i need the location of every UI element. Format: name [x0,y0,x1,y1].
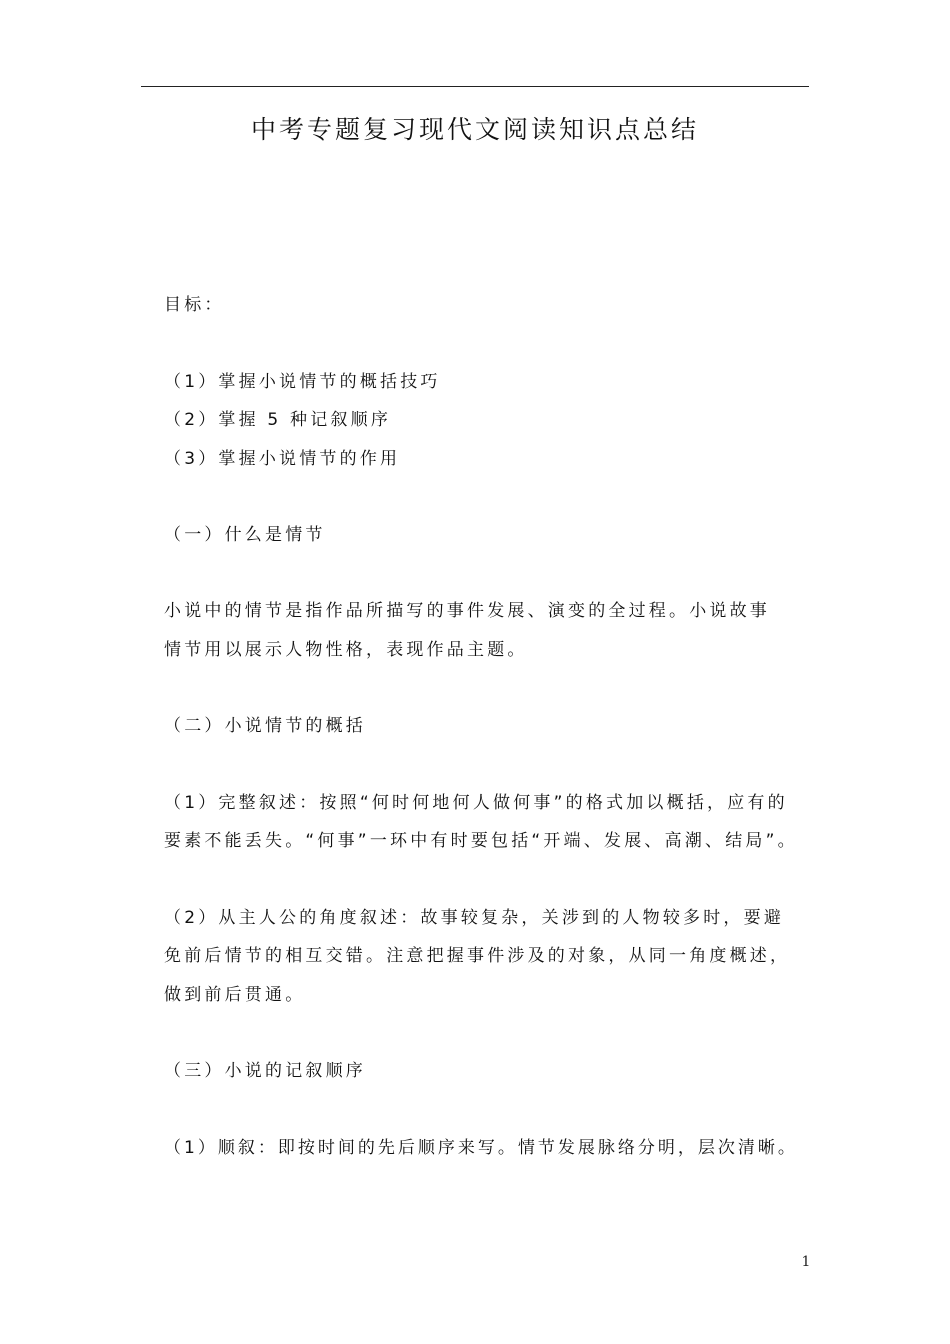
section-heading: （一）什么是情节 [164,525,326,545]
paragraph-line: （1）顺叙：即按时间的先后顺序来写。情节发展脉络分明，层次清晰。 [164,1138,798,1158]
objective-item: （1）掌握小说情节的概括技巧 [164,372,441,392]
section-heading: （二）小说情节的概括 [164,716,366,736]
objective-item: （2）掌握 5 种记叙顺序 [164,410,392,430]
paragraph-line: （2）从主人公的角度叙述：故事较复杂，关涉到的人物较多时，要避 [164,908,785,928]
paragraph-line: 情节用以展示人物性格，表现作品主题。 [164,640,528,660]
document-title: 中考专题复习现代文阅读知识点总结 [250,115,699,144]
paragraph-line: 小说中的情节是指作品所描写的事件发展、演变的全过程。小说故事 [164,601,770,621]
section-heading: （三）小说的记叙顺序 [164,1061,366,1081]
objectives-heading: 目标： [164,295,225,315]
paragraph-line: 免前后情节的相互交错。注意把握事件涉及的对象，从同一角度概述， [164,946,791,966]
paragraph-line: 要素不能丢失。“何事”一环中有时要包括“开端、发展、高潮、结局”。 [164,831,798,851]
paragraph-line: 做到前后贯通。 [164,985,306,1005]
objective-item: （3）掌握小说情节的作用 [164,449,401,469]
page-number: 1 [801,1254,811,1270]
header-rule [141,86,809,87]
paragraph-line: （1）完整叙述：按照“何时何地何人做何事”的格式加以概括，应有的 [164,793,788,813]
